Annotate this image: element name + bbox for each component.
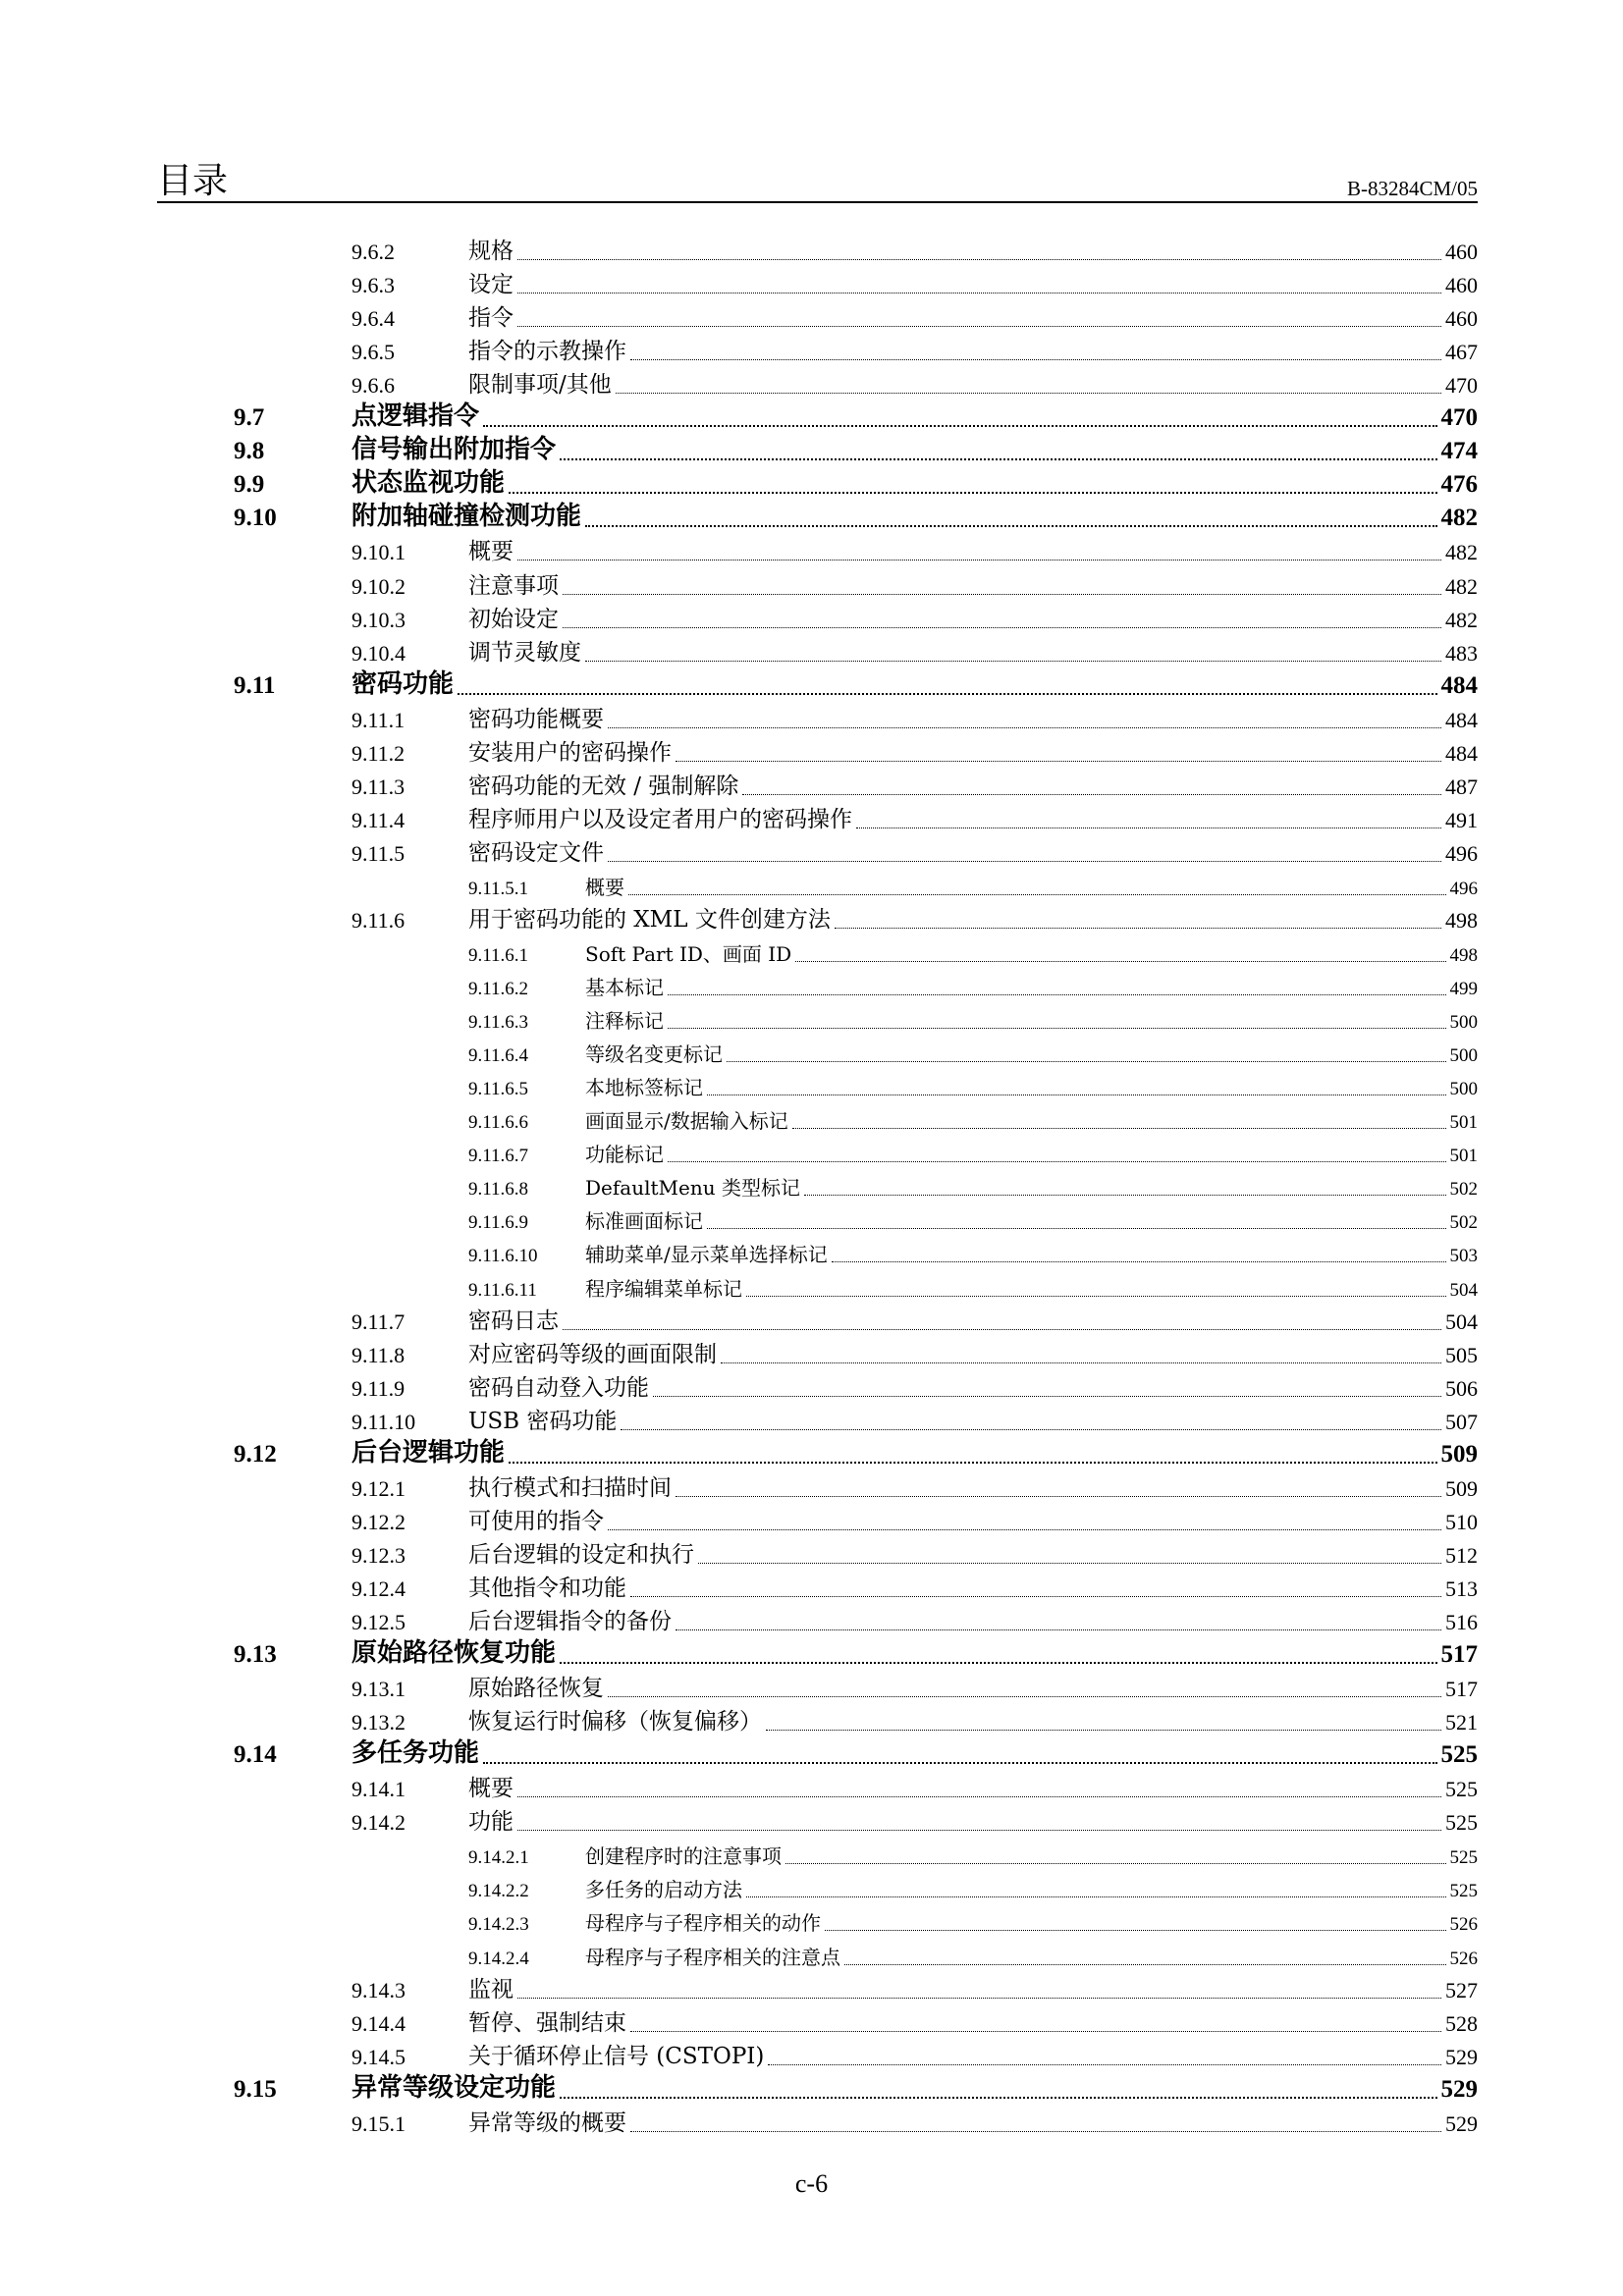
dot-leader (560, 458, 1437, 460)
dot-leader (768, 2064, 1441, 2065)
dot-leader (707, 1228, 1446, 1229)
toc-entry-number: 9.11.5 (352, 841, 406, 866)
toc-entry-title: 程序师用户以及设定者用户的密码操作 (468, 807, 852, 832)
dot-leader (746, 1296, 1446, 1297)
toc-entry-title: DefaultMenu 类型标记 (585, 1176, 800, 1200)
toc-entry[interactable] (0, 1806, 1623, 1840)
toc-entry-title: 设定 (468, 272, 514, 297)
toc-entry-page: 504 (1449, 1280, 1478, 1301)
toc-entry-title: 功能 (468, 1809, 514, 1835)
toc-entry[interactable] (0, 1339, 1623, 1372)
toc-entry-page: 496 (1445, 841, 1478, 866)
toc-entry-number: 9.15 (234, 2076, 277, 2103)
toc-entry-number: 9.6.2 (352, 240, 395, 264)
toc-entry[interactable] (0, 1706, 1623, 1739)
dot-leader (835, 928, 1441, 929)
toc-entry[interactable] (0, 336, 1623, 369)
toc-entry-title: 画面显示/数据输入标记 (585, 1109, 788, 1133)
dot-leader (517, 1830, 1441, 1831)
toc-entry-title: Soft Part ID、画面 ID (585, 942, 792, 966)
dot-leader (795, 961, 1446, 962)
toc-entry-title: 监视 (468, 1977, 514, 2002)
toc-entry-title: 限制事项/其他 (468, 372, 612, 398)
toc-entry-page: 500 (1449, 1045, 1478, 1066)
toc-entry-title: 初始设定 (468, 607, 559, 632)
toc-entry[interactable] (0, 1171, 1623, 1204)
dot-leader (517, 326, 1441, 327)
toc-entry[interactable] (0, 2108, 1623, 2141)
toc-entry[interactable] (0, 1974, 1623, 2007)
toc-entry-page: 525 (1445, 1777, 1478, 1801)
toc-entry[interactable] (0, 1472, 1623, 1506)
toc-entry-number: 9.11.6.1 (468, 945, 529, 966)
toc-entry[interactable] (0, 1372, 1623, 1406)
toc-entry-title: 关于循环停止信号 (CSTOPI) (468, 2044, 765, 2069)
toc-entry-page: 528 (1445, 2011, 1478, 2036)
toc-entry-title: 状态监视功能 (352, 468, 506, 498)
toc-entry-number: 9.12 (234, 1441, 277, 1468)
toc-entry-number: 9.6.3 (352, 273, 395, 297)
dot-leader (653, 1396, 1441, 1397)
toc-entry-title: 密码自动登入功能 (468, 1375, 649, 1401)
toc-entry-page: 483 (1445, 641, 1478, 666)
toc-entry-page: 517 (1440, 1641, 1478, 1668)
dot-leader (585, 525, 1437, 527)
toc-entry-page: 517 (1445, 1677, 1478, 1701)
header-rule (157, 201, 1478, 203)
toc-entry-title: 本地标签标记 (585, 1076, 703, 1099)
toc-entry-title: 原始路径恢复功能 (352, 1638, 557, 1668)
toc-entry-number: 9.14.2.1 (468, 1847, 529, 1868)
toc-entry-number: 9.6.4 (352, 306, 395, 331)
toc-entry-page: 526 (1449, 1949, 1478, 1969)
toc-entry-page: 500 (1449, 1012, 1478, 1033)
toc-entry-page: 499 (1449, 979, 1478, 999)
toc-entry-page: 502 (1449, 1179, 1478, 1200)
dot-leader (746, 1896, 1446, 1897)
toc-entry-page: 470 (1445, 373, 1478, 398)
toc-entry-number: 9.11.4 (352, 808, 406, 832)
toc-entry-number: 9.10.4 (352, 641, 406, 666)
toc-entry-number: 9.8 (234, 438, 265, 464)
page-header-title: 目录 (157, 161, 229, 201)
toc-entry-number: 9.14.5 (352, 2045, 406, 2069)
toc-entry-number: 9.11.9 (352, 1376, 406, 1401)
toc-entry-title: 调节灵敏度 (468, 640, 581, 666)
toc-entry-title: 密码日志 (468, 1308, 559, 1334)
toc-entry-number: 9.13.1 (352, 1677, 406, 1701)
toc-entry-page: 510 (1445, 1510, 1478, 1534)
toc-entry-number: 9.14 (234, 1741, 277, 1768)
toc-entry-title: 母程序与子程序相关的动作 (585, 1911, 821, 1935)
toc-entry-page: 460 (1445, 240, 1478, 264)
dot-leader (792, 1128, 1446, 1129)
toc-entry-number: 9.6.5 (352, 340, 395, 364)
toc-entry[interactable] (0, 436, 1623, 469)
toc-entry-page: 516 (1445, 1610, 1478, 1634)
dot-leader (630, 2031, 1441, 2032)
toc-entry-page: 501 (1449, 1146, 1478, 1166)
dot-leader (628, 894, 1446, 895)
toc-entry-number: 9.9 (234, 471, 265, 498)
toc-entry-title: 辅助菜单/显示菜单选择标记 (585, 1243, 828, 1266)
dot-leader (721, 1362, 1441, 1363)
dot-leader (676, 761, 1441, 762)
dot-leader (630, 1596, 1441, 1597)
toc-entry-title: 异常等级的概要 (468, 2110, 626, 2136)
dot-leader (844, 1964, 1446, 1965)
dot-leader (585, 661, 1441, 662)
toc-entry-title: 概要 (585, 876, 624, 899)
toc-entry[interactable] (0, 1038, 1623, 1071)
toc-entry-number: 9.11.6.2 (468, 979, 529, 999)
dot-leader (832, 1261, 1446, 1262)
toc-entry[interactable] (0, 704, 1623, 737)
toc-entry[interactable] (0, 236, 1623, 269)
toc-entry-title: 安装用户的密码操作 (468, 740, 672, 766)
toc-entry-title: 等级名变更标记 (585, 1042, 723, 1066)
toc-entry-number: 9.14.2 (352, 1810, 406, 1835)
dot-leader (517, 560, 1441, 561)
toc-entry[interactable] (0, 737, 1623, 771)
toc-entry-number: 9.11.6.7 (468, 1146, 529, 1166)
toc-entry[interactable] (0, 837, 1623, 871)
toc-entry-page: 482 (1445, 574, 1478, 599)
dot-leader (517, 1796, 1441, 1797)
toc-entry-page: 507 (1445, 1410, 1478, 1434)
toc-entry[interactable] (0, 1439, 1623, 1472)
toc-entry[interactable] (0, 1004, 1623, 1038)
toc-entry[interactable] (0, 1941, 1623, 1974)
toc-entry[interactable] (0, 369, 1623, 402)
toc-entry-title: 可使用的指令 (468, 1509, 604, 1534)
toc-entry-number: 9.11.2 (352, 741, 406, 766)
toc-entry-number: 9.11.1 (352, 708, 406, 732)
dot-leader (509, 492, 1437, 494)
toc-entry-number: 9.12.3 (352, 1543, 406, 1568)
toc-entry-page: 482 (1445, 608, 1478, 632)
toc-entry[interactable] (0, 469, 1623, 503)
toc-entry-title: 后台逻辑功能 (352, 1438, 506, 1468)
dot-leader (563, 594, 1441, 595)
dot-leader (621, 1429, 1441, 1430)
toc-entry-page: 525 (1449, 1881, 1478, 1901)
toc-entry-number: 9.11.6 (352, 908, 406, 933)
toc-entry-title: 功能标记 (585, 1143, 664, 1166)
toc-entry-number: 9.11 (234, 672, 276, 699)
toc-entry-title: 概要 (468, 539, 514, 564)
toc-entry-page: 529 (1445, 2111, 1478, 2136)
toc-entry[interactable] (0, 1639, 1623, 1673)
dot-leader (509, 1462, 1437, 1464)
toc-entry-page: 467 (1445, 340, 1478, 364)
dot-leader (458, 693, 1437, 695)
toc-entry[interactable] (0, 1673, 1623, 1706)
dot-leader (608, 1529, 1441, 1530)
toc-entry-number: 9.11.6.9 (468, 1212, 529, 1233)
toc-entry-number: 9.14.2.2 (468, 1881, 529, 1901)
toc-entry-page: 521 (1445, 1710, 1478, 1735)
toc-entry-number: 9.11.6.6 (468, 1112, 529, 1133)
toc-entry[interactable] (0, 604, 1623, 637)
toc-entry-page: 500 (1449, 1079, 1478, 1099)
toc-entry-title: 对应密码等级的画面限制 (468, 1342, 717, 1367)
toc-entry-number: 9.11.10 (352, 1410, 416, 1434)
toc-entry[interactable] (0, 2007, 1623, 2041)
toc-entry[interactable] (0, 402, 1623, 436)
toc-entry-title: 密码功能概要 (468, 707, 604, 732)
toc-entry-title: 信号输出附加指令 (352, 435, 557, 464)
dot-leader (742, 794, 1441, 795)
dot-leader (676, 1496, 1441, 1497)
toc-entry-title: 母程序与子程序相关的注意点 (585, 1946, 840, 1969)
toc-entry-page: 509 (1440, 1441, 1478, 1468)
toc-entry-page: 484 (1445, 741, 1478, 766)
toc-entry[interactable] (0, 1138, 1623, 1171)
toc-entry-number: 9.12.4 (352, 1576, 406, 1601)
toc-entry-title: 注意事项 (468, 573, 559, 599)
toc-entry-number: 9.10.1 (352, 540, 406, 564)
toc-entry-title: 执行模式和扫描时间 (468, 1475, 672, 1501)
toc-entry-title: 多任务的启动方法 (585, 1878, 742, 1901)
toc-entry-page: 484 (1440, 672, 1478, 699)
toc-entry-page: 476 (1440, 471, 1478, 498)
toc-entry-number: 9.6.6 (352, 373, 395, 398)
dot-leader (517, 293, 1441, 294)
dot-leader (804, 1195, 1446, 1196)
toc-entry-title: 暂停、强制结束 (468, 2010, 626, 2036)
toc-entry-title: 原始路径恢复 (468, 1676, 604, 1701)
toc-entry-number: 9.7 (234, 404, 265, 431)
dot-leader (668, 1028, 1446, 1029)
dot-leader (825, 1930, 1446, 1931)
document-code: B-83284CM/05 (1346, 177, 1478, 200)
toc-entry[interactable] (0, 1238, 1623, 1271)
toc-entry-page: 529 (1445, 2045, 1478, 2069)
toc-entry-number: 9.12.2 (352, 1510, 406, 1534)
toc-entry-number: 9.14.2.3 (468, 1914, 529, 1935)
toc-entry[interactable] (0, 1773, 1623, 1806)
toc-entry[interactable] (0, 904, 1623, 937)
toc-entry[interactable] (0, 937, 1623, 971)
toc-entry-title: 注释标记 (585, 1009, 664, 1033)
toc-entry-title: 多任务功能 (352, 1738, 480, 1768)
toc-entry[interactable] (0, 2074, 1623, 2108)
toc-entry-title: 点逻辑指令 (352, 401, 480, 431)
toc-entry-page: 498 (1445, 908, 1478, 933)
toc-entry-number: 9.12.5 (352, 1610, 406, 1634)
toc-entry[interactable] (0, 1573, 1623, 1606)
dot-leader (630, 2131, 1441, 2132)
toc-entry-number: 9.11.6.4 (468, 1045, 529, 1066)
toc-entry-title: 恢复运行时偏移（恢复偏移） (468, 1709, 762, 1735)
toc-entry[interactable] (0, 1071, 1623, 1104)
toc-entry-title: 基本标记 (585, 976, 664, 999)
toc-entry-title: 密码功能的无效 / 强制解除 (468, 774, 739, 799)
toc-entry[interactable] (0, 637, 1623, 670)
dot-leader (630, 359, 1441, 360)
toc-entry-number: 9.10.3 (352, 608, 406, 632)
toc-entry[interactable] (0, 2041, 1623, 2074)
toc-entry[interactable] (0, 804, 1623, 837)
dot-leader (727, 1061, 1446, 1062)
toc-entry-page: 460 (1445, 273, 1478, 297)
dot-leader (483, 1762, 1437, 1764)
dot-leader (560, 1662, 1437, 1664)
toc-entry-number: 9.14.3 (352, 1978, 406, 2002)
toc-entry-page: 512 (1445, 1543, 1478, 1568)
toc-entry-page: 527 (1445, 1978, 1478, 2002)
toc-entry[interactable] (0, 1539, 1623, 1573)
toc-entry-title: 指令 (468, 305, 514, 331)
toc-entry-title: 指令的示教操作 (468, 339, 626, 364)
toc-entry-number: 9.13.2 (352, 1710, 406, 1735)
dot-leader (785, 1863, 1446, 1864)
toc-entry-title: 程序编辑菜单标记 (585, 1277, 742, 1301)
toc-entry[interactable] (0, 1606, 1623, 1639)
toc-entry-page: 529 (1440, 2076, 1478, 2103)
toc-entry-page: 506 (1445, 1376, 1478, 1401)
toc-entry[interactable] (0, 503, 1623, 536)
toc-entry[interactable] (0, 971, 1623, 1004)
toc-entry-page: 525 (1449, 1847, 1478, 1868)
dot-leader (608, 861, 1441, 862)
dot-leader (698, 1563, 1441, 1564)
toc-entry-page: 474 (1440, 438, 1478, 464)
toc-entry-number: 9.10.2 (352, 574, 406, 599)
toc-entry-title: 标准画面标记 (585, 1209, 703, 1233)
toc-entry[interactable] (0, 670, 1623, 704)
dot-leader (517, 259, 1441, 260)
toc-entry-number: 9.15.1 (352, 2111, 406, 2136)
dot-leader (616, 393, 1441, 394)
toc-entry-page: 484 (1445, 708, 1478, 732)
dot-leader (517, 1998, 1441, 1999)
page-number: c-6 (794, 2169, 829, 2198)
toc-entry-number: 9.11.6.3 (468, 1012, 529, 1033)
toc-entry[interactable] (0, 1272, 1623, 1306)
toc-entry-page: 482 (1445, 540, 1478, 564)
toc-entry-page: 498 (1449, 945, 1478, 966)
toc-entry-title: 附加轴碰撞检测功能 (352, 502, 582, 531)
toc-entry[interactable] (0, 1873, 1623, 1906)
toc-entry-page: 502 (1449, 1212, 1478, 1233)
toc-entry-number: 9.14.4 (352, 2011, 406, 2036)
toc-entry-page: 503 (1449, 1246, 1478, 1266)
dot-leader (676, 1629, 1441, 1630)
dot-leader (563, 627, 1441, 628)
toc-entry-page: 470 (1440, 404, 1478, 431)
toc-entry-page: 482 (1440, 505, 1478, 531)
toc-entry-page: 505 (1445, 1343, 1478, 1367)
toc-entry-number: 9.14.1 (352, 1777, 406, 1801)
toc-entry-number: 9.11.6.8 (468, 1179, 529, 1200)
toc-entry-number: 9.14.2.4 (468, 1949, 529, 1969)
toc-entry-title: 密码设定文件 (468, 840, 604, 866)
dot-leader (668, 994, 1446, 995)
toc-entry-title: 规格 (468, 239, 514, 264)
toc-entry[interactable] (0, 1506, 1623, 1539)
toc-entry[interactable] (0, 1739, 1623, 1773)
dot-leader (766, 1730, 1441, 1731)
toc-entry-page: 509 (1445, 1476, 1478, 1501)
toc-entry-title: 异常等级设定功能 (352, 2073, 557, 2103)
toc-entry-number: 9.11.8 (352, 1343, 406, 1367)
toc-entry-number: 9.11.5.1 (468, 879, 529, 899)
dot-leader (668, 1161, 1446, 1162)
toc-entry-title: USB 密码功能 (468, 1409, 618, 1434)
toc-entry-title: 用于密码功能的 XML 文件创建方法 (468, 907, 831, 933)
toc-entry-number: 9.11.3 (352, 774, 406, 799)
toc-entry-number: 9.11.7 (352, 1309, 406, 1334)
toc-entry[interactable] (0, 1906, 1623, 1940)
toc-entry-page: 504 (1445, 1309, 1478, 1334)
toc-entry[interactable] (0, 771, 1623, 804)
toc-entry-number: 9.10 (234, 505, 277, 531)
toc-entry-page: 501 (1449, 1112, 1478, 1133)
dot-leader (560, 2097, 1437, 2099)
toc-entry[interactable] (0, 1204, 1623, 1238)
toc-entry-title: 后台逻辑的设定和执行 (468, 1542, 694, 1568)
toc-entry[interactable] (0, 1840, 1623, 1873)
toc-entry[interactable] (0, 536, 1623, 569)
toc-entry-page: 525 (1445, 1810, 1478, 1835)
toc-entry[interactable] (0, 570, 1623, 604)
toc-entry-number: 9.12.1 (352, 1476, 406, 1501)
toc-entry-title: 密码功能 (352, 669, 455, 699)
toc-entry[interactable] (0, 1104, 1623, 1138)
dot-leader (608, 1696, 1441, 1697)
toc-entry-title: 创建程序时的注意事项 (585, 1844, 782, 1868)
toc-entry-number: 9.11.6.11 (468, 1280, 537, 1301)
toc-entry-number: 9.11.6.5 (468, 1079, 529, 1099)
toc-entry-number: 9.11.6.10 (468, 1246, 538, 1266)
dot-leader (608, 727, 1441, 728)
toc-entry-title: 概要 (468, 1776, 514, 1801)
dot-leader (563, 1329, 1441, 1330)
toc-entry-page: 513 (1445, 1576, 1478, 1601)
toc-entry-page: 487 (1445, 774, 1478, 799)
toc-entry-page: 526 (1449, 1914, 1478, 1935)
dot-leader (483, 425, 1437, 427)
toc-entry-page: 491 (1445, 808, 1478, 832)
toc-entry-title: 其他指令和功能 (468, 1575, 626, 1601)
toc-entry[interactable] (0, 1306, 1623, 1339)
toc-entry[interactable] (0, 269, 1623, 302)
toc-entry-page: 460 (1445, 306, 1478, 331)
toc-entry-page: 525 (1440, 1741, 1478, 1768)
toc-entry[interactable] (0, 1406, 1623, 1439)
toc-entry-page: 496 (1449, 879, 1478, 899)
toc-entry[interactable] (0, 871, 1623, 904)
toc-entry[interactable] (0, 302, 1623, 336)
toc-entry-number: 9.13 (234, 1641, 277, 1668)
toc-entry-title: 后台逻辑指令的备份 (468, 1609, 672, 1634)
